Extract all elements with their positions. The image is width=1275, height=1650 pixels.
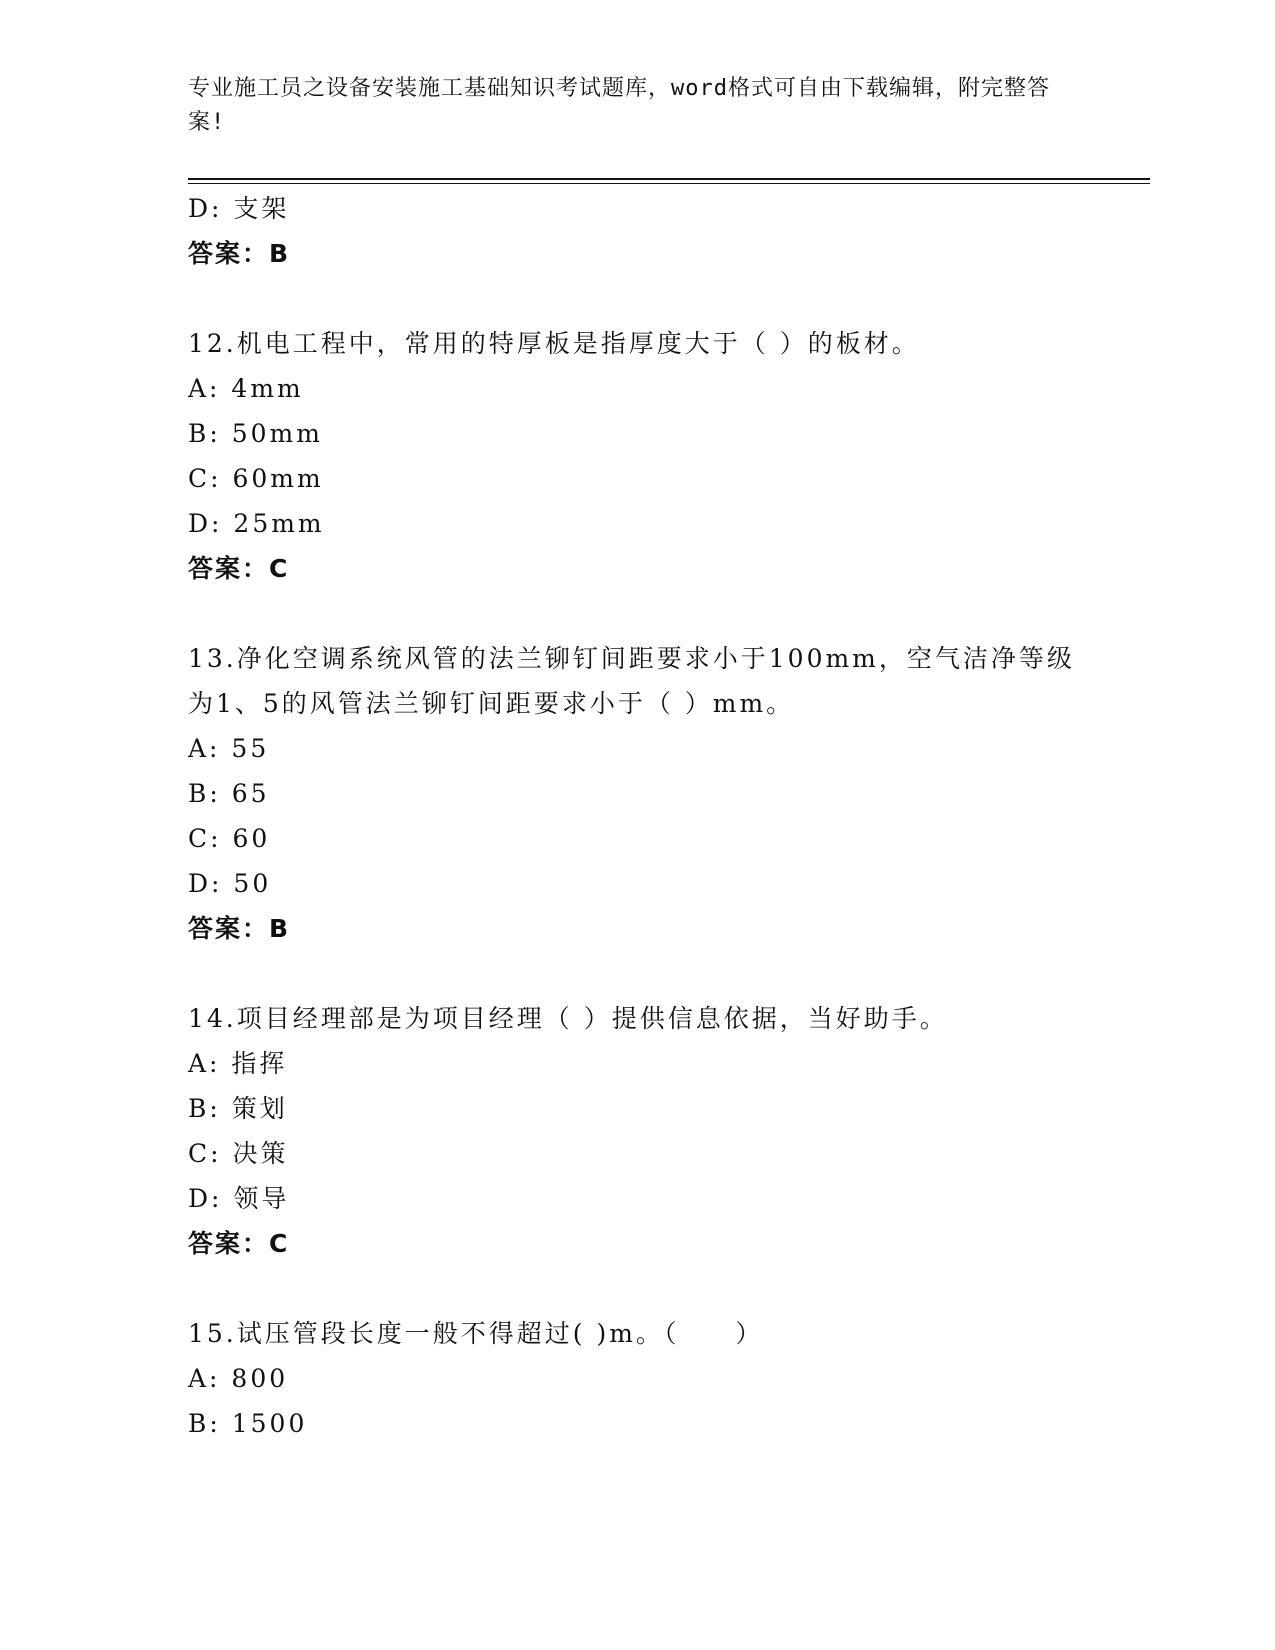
- answer: 答案：C: [188, 1229, 290, 1258]
- answer: 答案：B: [188, 914, 291, 943]
- option-a: A: 800: [188, 1364, 289, 1393]
- question-15: [188, 1311, 1088, 1446]
- question-14: [188, 996, 1088, 1266]
- question-text: 15.试压管段长度一般不得超过( )m。（ ）: [188, 1319, 764, 1348]
- option-c: C: 决策: [188, 1139, 289, 1168]
- spacer: [188, 1266, 1088, 1311]
- header-divider-thin: [188, 183, 1150, 184]
- question-list: [188, 186, 1088, 1446]
- option-b: B: 1500: [188, 1409, 308, 1438]
- option-d: D: 25mm: [188, 509, 325, 538]
- option-c: C: 60mm: [188, 464, 324, 493]
- option-a: A: 指挥: [188, 1049, 288, 1078]
- question-13: [188, 636, 1088, 951]
- question-text: 14.项目经理部是为项目经理（ ）提供信息依据，当好助手。: [188, 1004, 948, 1033]
- header-divider-thick: [188, 178, 1150, 180]
- carry-over-answer: 答案：B: [188, 239, 291, 268]
- spacer: [188, 951, 1088, 996]
- carry-over-option-d: D: 支架: [188, 194, 290, 223]
- spacer: [188, 276, 1088, 321]
- option-d: D: 50: [188, 869, 272, 898]
- option-a: A: 55: [188, 734, 270, 763]
- option-b: B: 策划: [188, 1094, 288, 1123]
- option-a: A: 4mm: [188, 374, 304, 403]
- option-c: C: 60: [188, 824, 271, 853]
- question-12: [188, 321, 1088, 591]
- question-text: 13.净化空调系统风管的法兰铆钉间距要求小于100mm，空气洁净等级为1、5的风管法兰铆钉间距要求小于（ ）mm。: [188, 644, 1075, 718]
- spacer: [188, 591, 1088, 636]
- document-header: 专业施工员之设备安装施工基础知识考试题库，word格式可自由下载编辑，附完整答案!: [188, 76, 1050, 135]
- answer: 答案：C: [188, 554, 290, 583]
- option-b: B: 50mm: [188, 419, 323, 448]
- option-b: B: 65: [188, 779, 270, 808]
- question-text: 12.机电工程中，常用的特厚板是指厚度大于（ ）的板材。: [188, 329, 920, 358]
- option-d: D: 领导: [188, 1184, 290, 1213]
